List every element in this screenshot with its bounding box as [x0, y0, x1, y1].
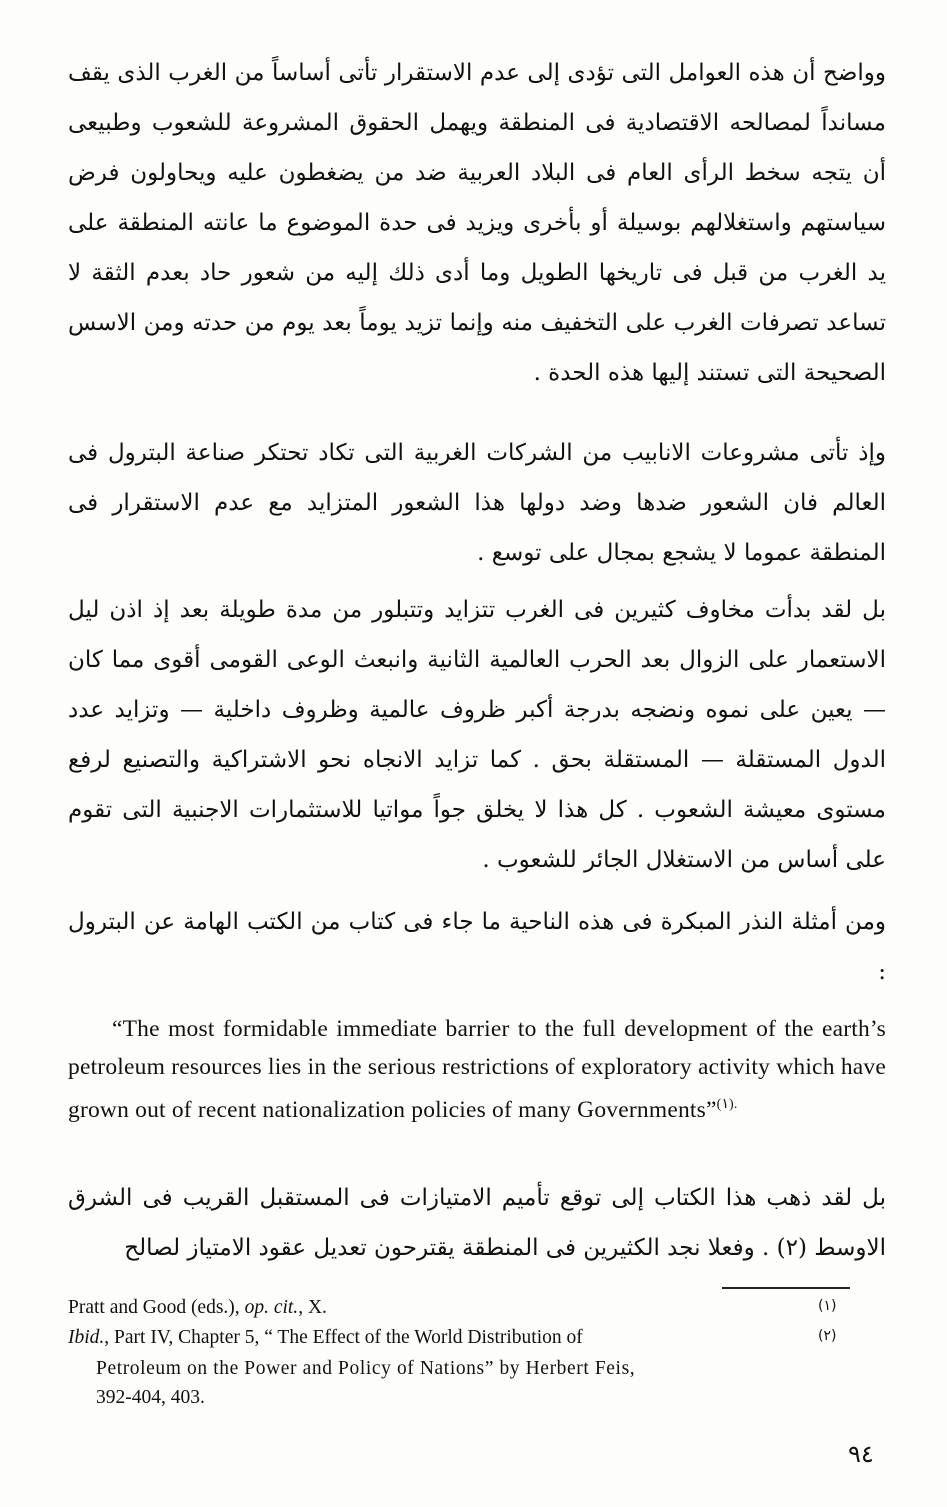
closing-paragraph: بل لقد ذهب هذا الكتاب إلى توقع تأميم الامتيازات فى المستقبل القريب فى الشرق الاوسط (٢) . وفعلا نجد الكثيرين فى المنطقة يقترحون تعديل عقود الامتياز لصالح — [68, 1185, 886, 1261]
footnote-separator — [722, 1287, 850, 1289]
paragraph-4: ومن أمثلة النذر المبكرة فى هذه الناحية ما جاء فى كتاب من الكتب الهامة عن البترول : — [68, 909, 886, 985]
footnote-2-line-3: 392-404, 403. — [96, 1387, 205, 1408]
footnote-2-line-2: Petroleum on the Power and Policy of Nations” by Herbert Feis, — [96, 1358, 636, 1379]
footnote-1 — [68, 1296, 327, 1320]
footnote-2-line-1 — [68, 1326, 583, 1350]
paragraph-1: وواضح أن هذه العوامل التى تؤدى إلى عدم الاستقرار تأتى أساساً من الغرب الذى يقف مسانداً لمصالحه الاقتصادية فى المنطقة ويهمل الحقوق المشروعة للشعوب وطبيعى أن يتجه سخط الرأى العام فى البلاد العربية ضد من يضغطون عليه ويحاولون فرض سياستهم واستغلالهم بوسيلة أو بأخرى ويزيد فى حدة الموضوع ما عانته المنطقة على يد الغرب من قبل فى تاريخها الطويل وما أدى ذلك إليه من شعور حاد بعدم الثقة لا تساعد تصرفات الغرب على التخفيف منه وإنما تزيد يوماً بعد يوم من حدته ومن الاسس الصحيحة التى تستند إليها هذه الحدة . — [68, 60, 886, 386]
footnote-2-rest: , Part IV, Chapter 5, “ The Effect of the World Distribution of — [104, 1327, 583, 1348]
paragraph-3: بل لقد بدأت مخاوف كثيرين فى الغرب تتزايد وتتبلور من مدة طويلة بعد إذ اذن ليل الاستعمار على الزوال بعد الحرب العالمية الثانية وانبعث الوعى القومى أقوى مما كان — يعين على نموه ونضجه بدرجة أكبر ظروف عالمية وظروف داخلية — وتزايد عدد الدول المستقلة — المستقلة بحق . كما تزايد الانجاه نحو الاشتراكية والتصنيع لرفع مستوى معيشة الشعوب . كل هذا لا يخلق جواً مواتيا للاستثمارات الاجنبية التى تقوم على أساس من الاستغلال الجائر للشعوب . — [68, 597, 886, 873]
footnote-1-number: (١) — [818, 1298, 837, 1314]
footnote-1-authors: Pratt and Good (eds.), — [68, 1297, 245, 1318]
quote-text: “The most formidable immediate barrier to the full development of the earth’s petroleum resources lies in the serious restrictions of exploratory activity which have grown out of recent nationalization policies of many Governments” — [68, 1016, 886, 1123]
footnote-2-number: (٢) — [818, 1328, 837, 1344]
quote-footnote-ref: (١). — [716, 1097, 738, 1112]
page-number: ٩٤ — [848, 1440, 874, 1468]
footnote-1-rest: , X. — [298, 1297, 327, 1318]
footnote-2-italic: Ibid. — [68, 1327, 105, 1348]
paragraph-2: وإذ تأتى مشروعات الانابيب من الشركات الغربية التى تكاد تحتكر صناعة البترول فى العالم فان الشعور ضدها وضد دولها هذا الشعور المتزايد مع عدم الاستقرار فى المنطقة عموما لا يشجع بمجال على توسع . — [68, 440, 886, 566]
footnote-1-italic: op. cit. — [244, 1297, 299, 1318]
english-quote — [68, 1010, 886, 1129]
